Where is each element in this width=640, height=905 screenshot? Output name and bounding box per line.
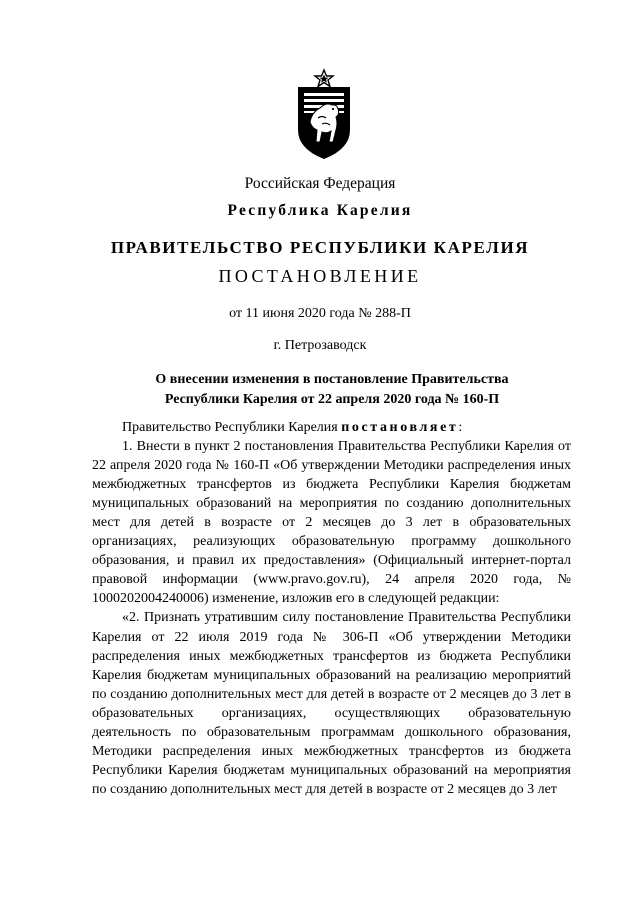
subject-line-2: Республики Карелия от 22 апреля 2020 года № 160-П (164, 392, 500, 407)
karelia-coat-of-arms-icon (296, 68, 352, 160)
document-city: г. Петрозаводск (273, 338, 367, 353)
intro-suffix: : (458, 420, 463, 435)
republic-name: Республика Карелия (227, 202, 413, 219)
intro-verb: постановляет (341, 420, 459, 435)
government-title: ПРАВИТЕЛЬСТВО РЕСПУБЛИКИ КАРЕЛИЯ (110, 238, 530, 257)
paragraph-2: «2. Признать утратившим силу постановление Правительства Республики Карелия от 22 июля 2019 года № 306-П «Об утверждении Методики распределения иных межбюджетных трансфертов из бюджета Республики Карелия бюджетам муниципальных образований на реализацию мероприятий по созданию дополнительных мест для детей в возрасте от 2 месяцев до 3 лет в образовательных организациях, осуществляющих образовательную деятельность по образовательным программам дошкольного образования, Методики распределения иных межбюджетных трансфертов из бюджета Республики Карелия бюджетам муниципальных образований на мероприятия по созданию дополнительных мест для детей в возрасте от 2 месяцев до 3 лет (92, 610, 571, 797)
document-body (92, 418, 571, 799)
document-subject (92, 370, 572, 410)
intro-prefix: Правительство Республики Карелия (122, 420, 342, 435)
intro-paragraph (92, 418, 571, 437)
paragraph-1: 1. Внести в пункт 2 постановления Правительства Республики Карелия от 22 апреля 2020 года № 160-П «Об утверждении Методики распределения иных межбюджетных трансфертов из бюджета Республики Карелия бюджетам муниципальных образований на мероприятия по созданию дополнительных мест для детей в возрасте от 2 месяцев до 3 лет в образовательных организациях, реализующих образовательную программу дошкольного образования, и правил их предоставления» (Официальный интернет-портал правовой информации (www.pravo.gov.ru), 24 апреля 2020 года, № 1000202004240006) изменение, изложив его в следующей редакции: (92, 439, 571, 607)
subject-line-1: О внесении изменения в постановление Правительства (155, 372, 509, 387)
star-icon (315, 70, 333, 87)
document-date-number: от 11 июня 2020 года № 288-П (229, 306, 411, 321)
country-name: Российская Федерация (244, 175, 396, 192)
document-type: ПОСТАНОВЛЕНИЕ (218, 266, 422, 286)
